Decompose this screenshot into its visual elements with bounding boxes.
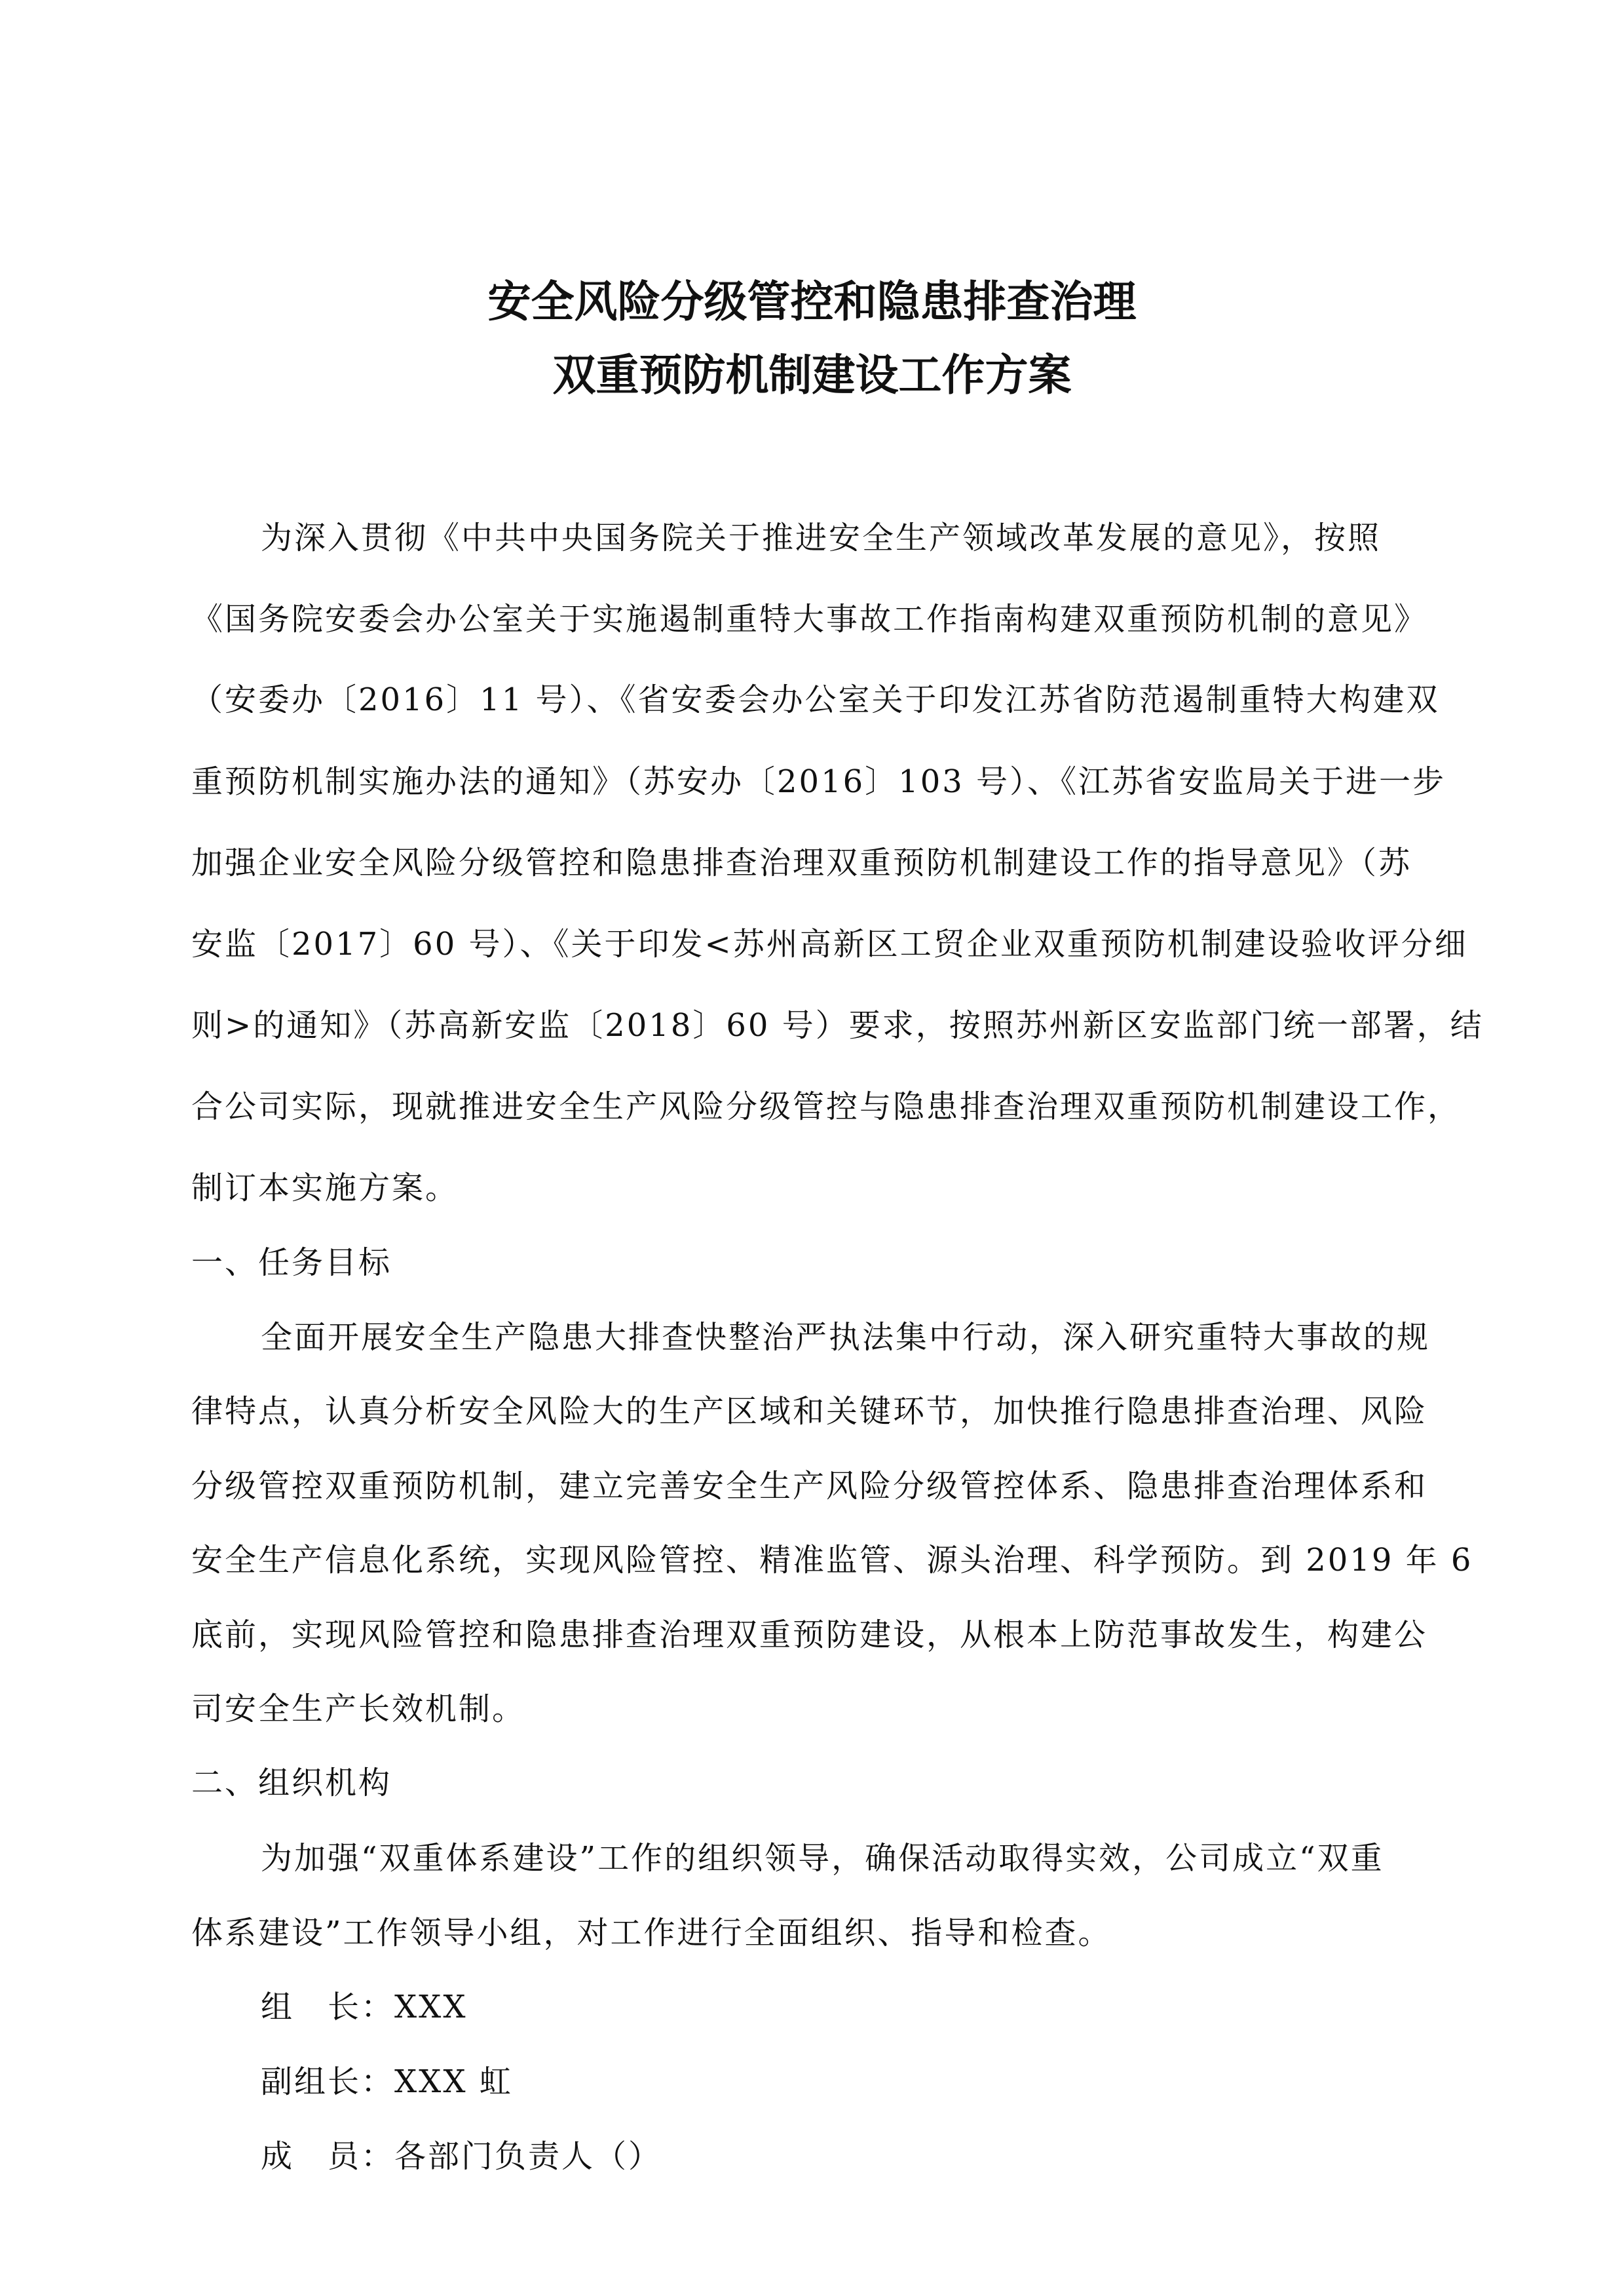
section-heading-task-goal: 一、任务目标 <box>191 1244 392 1281</box>
member-deputy-leader: 副组长：XXX 虹 <box>261 2063 513 2100</box>
section1-line: 律特点，认真分析安全风险大的生产区域和关键环节，加快推行隐患排查治理、风险 <box>191 1393 1428 1430</box>
section1-line: 司安全生产长效机制。 <box>191 1691 526 1727</box>
intro-line: 安监〔2017〕60 号）、《关于印发<苏州高新区工贸企业双重预防机制建设验收评分细 <box>191 926 1468 963</box>
section1-line: 底前，实现风险管控和隐患排查治理双重预防建设，从根本上防范事故发生，构建公 <box>191 1617 1428 1653</box>
section2-line: 为加强“双重体系建设”工作的组织领导，确保活动取得实效，公司成立“双重 <box>261 1840 1384 1877</box>
section1-line: 分级管控双重预防机制，建立完善安全生产风险分级管控体系、隐患排查治理体系和 <box>191 1468 1428 1504</box>
intro-line: 制订本实施方案。 <box>191 1170 459 1206</box>
intro-line: 为深入贯彻《中共中央国务院关于推进安全生产领域改革发展的意见》，按照 <box>261 520 1382 556</box>
intro-line: 《国务院安委会办公室关于实施遏制重特大事故工作指南构建双重预防机制的意见》 <box>191 601 1428 638</box>
document-title-line-2: 双重预防机制建设工作方案 <box>552 350 1072 400</box>
section1-line: 全面开展安全生产隐患大排查快整治严执法集中行动，深入研究重特大事故的规 <box>261 1319 1431 1356</box>
intro-line: 合公司实际，现就推进安全生产风险分级管控与隐患排查治理双重预防机制建设工作， <box>191 1088 1462 1125</box>
section2-line: 体系建设”工作领导小组，对工作进行全面组织、指导和检查。 <box>191 1915 1112 1951</box>
member-leader: 组 长：XXX <box>261 1989 468 2025</box>
section1-line: 安全生产信息化系统，实现风险管控、精准监管、源头治理、科学预防。到 2019 年 6 <box>191 1542 1473 1578</box>
section-heading-organization: 二、组织机构 <box>191 1765 392 1801</box>
document-title-line-1: 安全风险分级管控和隐患排查治理 <box>487 277 1137 327</box>
intro-line: 加强企业安全风险分级管控和隐患排查治理双重预防机制建设工作的指导意见》（苏 <box>191 845 1412 881</box>
intro-line: 则>的通知》（苏高新安监〔2018〕60 号）要求，按照苏州新区安监部门统一部署，结 <box>191 1007 1484 1044</box>
member-members: 成 员：各部门负责人（） <box>261 2138 662 2175</box>
intro-line: （安委办〔2016〕11 号）、《省安委会办公室关于印发江苏省防范遏制重特大构建双 <box>191 681 1440 718</box>
intro-line: 重预防机制实施办法的通知》（苏安办〔2016〕103 号）、《江苏省安监局关于进一步 <box>191 763 1446 800</box>
